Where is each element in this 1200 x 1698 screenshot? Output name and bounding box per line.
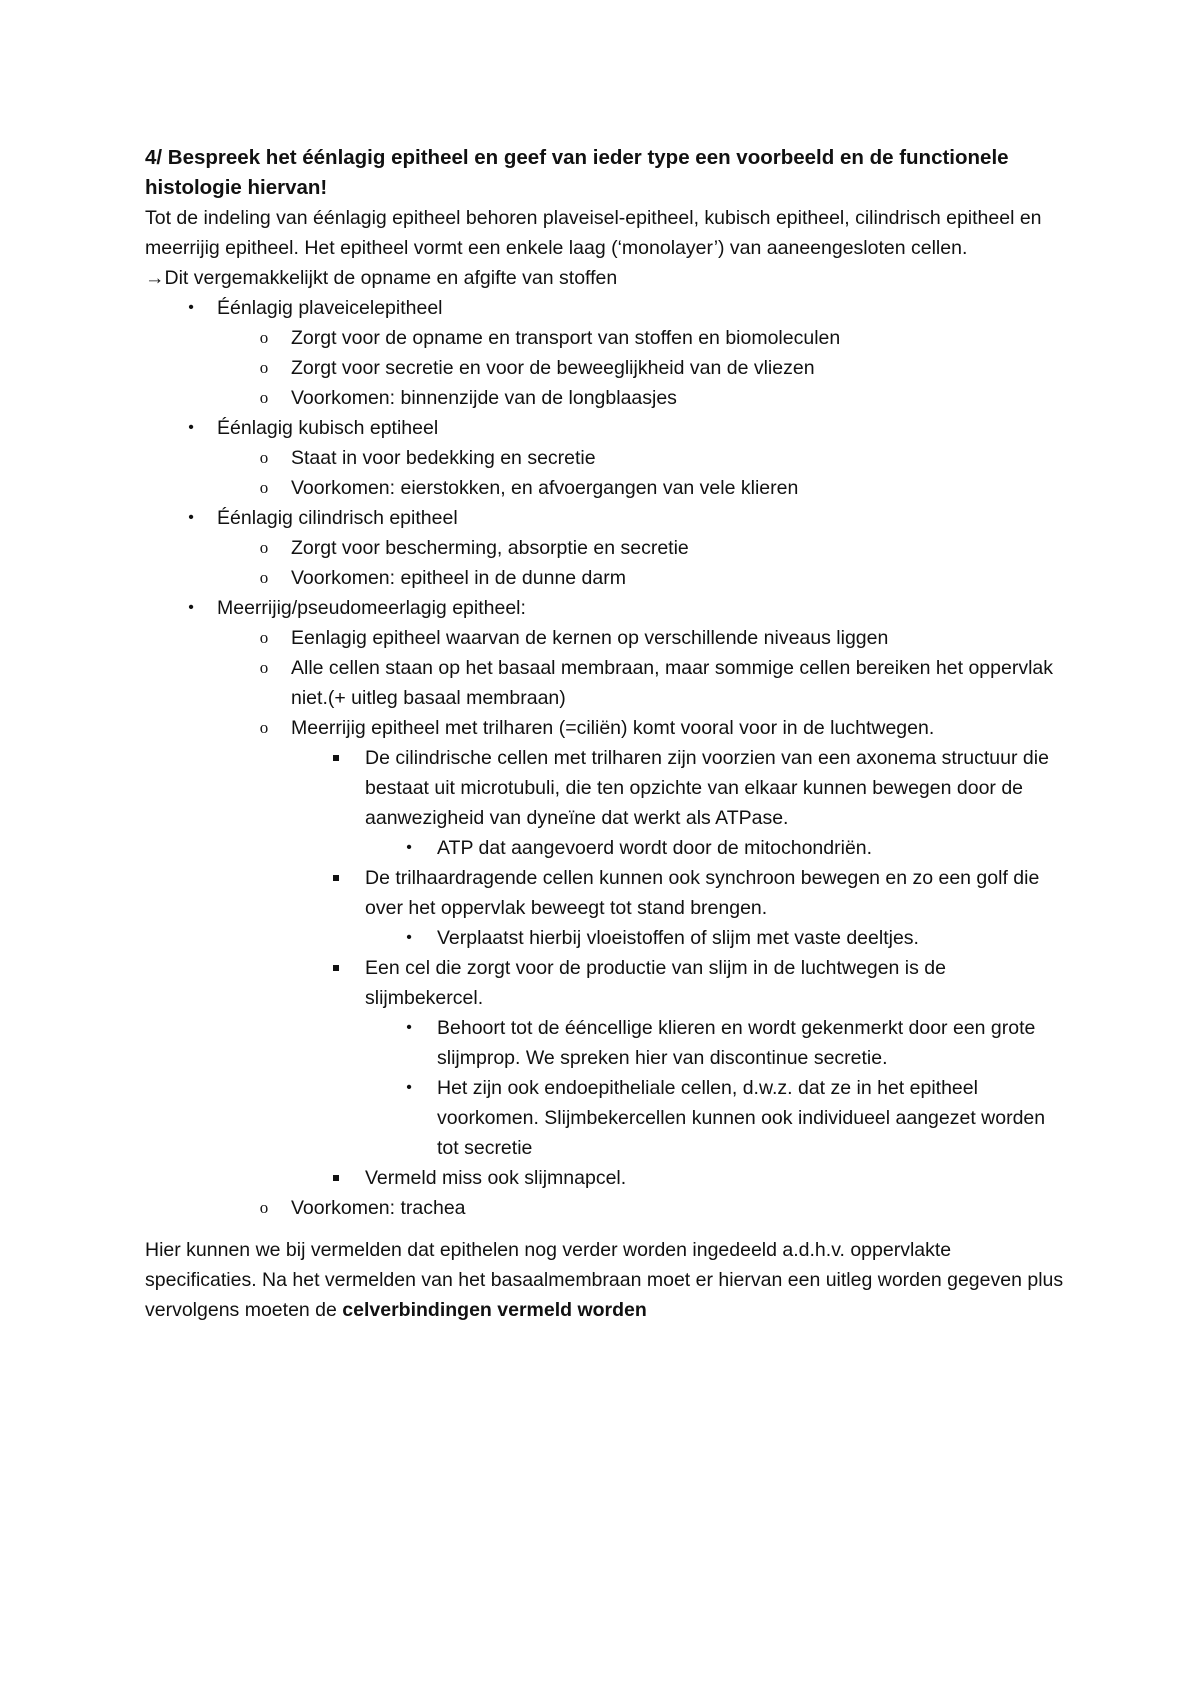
list-item-label: Vermeld miss ook slijmnapcel. — [365, 1167, 627, 1189]
list-item-label: De trilhaardragende cellen kunnen ook synchroon bewegen en zo een golf die over het oppervlak beweegt tot stand brengen. — [365, 867, 1040, 919]
bullet-dot-icon: • — [188, 599, 194, 616]
list-item — [145, 623, 1065, 653]
bullet-dot-icon: • — [406, 1079, 412, 1096]
list-item — [145, 743, 1065, 833]
bullet-o-icon: o — [259, 448, 269, 467]
list-item-label: Meerrijig/pseudomeerlagig epitheel: — [217, 597, 526, 619]
list-item — [145, 473, 1065, 503]
list-item-label: Voorkomen: eierstokken, en afvoergangen van vele klieren — [291, 477, 799, 499]
list-item — [145, 533, 1065, 563]
list-item-label: Éénlagig plaveicelepitheel — [217, 297, 443, 319]
list-item-label: ATP dat aangevoerd wordt door de mitochondriën. — [437, 837, 873, 859]
list-item — [145, 1073, 1065, 1163]
list-item-label: Voorkomen: trachea — [291, 1197, 466, 1219]
list-item — [145, 563, 1065, 593]
list-item — [145, 293, 1065, 323]
list-item-label: Éénlagig cilindrisch epitheel — [217, 507, 458, 529]
list-item — [145, 713, 1065, 743]
list-item-label: Eenlagig epitheel waarvan de kernen op verschillende niveaus liggen — [291, 627, 889, 649]
bullet-square-icon — [333, 875, 339, 881]
list-item — [145, 953, 1065, 1013]
bullet-dot-icon: • — [188, 419, 194, 436]
bullet-dot-icon: • — [406, 929, 412, 946]
list-item — [145, 1013, 1065, 1073]
list-item — [145, 413, 1065, 443]
list-item-label: Éénlagig kubisch eptiheel — [217, 417, 439, 439]
list-item-label: Een cel die zorgt voor de productie van slijm in de luchtwegen is de slijmbekercel. — [365, 957, 946, 1009]
list-item — [145, 653, 1065, 713]
list-item — [145, 323, 1065, 353]
question-heading: 4/ Bespreek het éénlagig epitheel en geef van ieder type een voorbeeld en de functionele histologie hiervan! — [145, 146, 1009, 199]
bullet-o-icon: o — [259, 358, 269, 377]
list-item-label: Zorgt voor de opname en transport van stoffen en biomoleculen — [291, 327, 841, 349]
bullet-o-icon: o — [259, 328, 269, 347]
list-item-label: Verplaatst hierbij vloeistoffen of slijm met vaste deeltjes. — [437, 927, 919, 949]
document-page — [145, 143, 1065, 1325]
list-item — [145, 833, 1065, 863]
list-item-label: Staat in voor bedekking en secretie — [291, 447, 596, 469]
closing-bold-text: celverbindingen vermeld worden — [342, 1299, 647, 1321]
bullet-square-icon — [333, 965, 339, 971]
bullet-o-icon: o — [259, 1198, 269, 1217]
bullet-square-icon — [333, 1175, 339, 1181]
list-item — [145, 863, 1065, 923]
bullet-o-icon: o — [259, 478, 269, 497]
bullet-o-icon: o — [259, 388, 269, 407]
list-item — [145, 593, 1065, 623]
bullet-o-icon: o — [259, 658, 269, 677]
arrow-text: Dit vergemakkelijkt de opname en afgifte van stoffen — [164, 267, 618, 289]
list-item — [145, 443, 1065, 473]
bullet-square-icon — [333, 755, 339, 761]
closing-text: Hier kunnen we bij vermelden dat epithelen nog verder worden ingedeeld a.d.h.v. oppervlakte specificaties. Na het vermelden van het basaalmembraan moet er hiervan een uitleg worden gegeven plus vervolgens moeten de — [145, 1239, 1064, 1321]
closing-paragraph — [145, 1235, 1065, 1325]
list-item-label: Zorgt voor bescherming, absorptie en secretie — [291, 537, 689, 559]
list-item-label: Voorkomen: epitheel in de dunne darm — [291, 567, 626, 589]
bullet-dot-icon: • — [406, 1019, 412, 1036]
bullet-o-icon: o — [259, 628, 269, 647]
list-item-label: Het zijn ook endoepitheliale cellen, d.w.z. dat ze in het epitheel voorkomen. Slijmbekercellen kunnen ook individueel aangezet worden tot secretie — [437, 1077, 1046, 1159]
bullet-dot-icon: • — [188, 509, 194, 526]
list-item-label: Voorkomen: binnenzijde van de longblaasjes — [291, 387, 677, 409]
bullet-dot-icon: • — [188, 299, 194, 316]
list-item-label: Alle cellen staan op het basaal membraan, maar sommige cellen bereiken het oppervlak niet.(+ uitleg basaal membraan) — [291, 657, 1054, 709]
bullet-o-icon: o — [259, 568, 269, 587]
list-item-label: Meerrijig epitheel met trilharen (=ciliën) komt vooral voor in de luchtwegen. — [291, 717, 935, 739]
list-item — [145, 353, 1065, 383]
bullet-o-icon: o — [259, 538, 269, 557]
list-item — [145, 1193, 1065, 1223]
list-item-label: Behoort tot de ééncellige klieren en wordt gekenmerkt door een grote slijmprop. We spreken hier van discontinue secretie. — [437, 1017, 1036, 1069]
list-item — [145, 923, 1065, 953]
list-item — [145, 383, 1065, 413]
arrow-line — [145, 263, 1065, 293]
list-item — [145, 1163, 1065, 1193]
bullet-o-icon: o — [259, 718, 269, 737]
list-item-label: Zorgt voor secretie en voor de beweeglijkheid van de vliezen — [291, 357, 815, 379]
arrow-icon: → — [145, 267, 165, 289]
bullet-dot-icon: • — [406, 839, 412, 856]
list-item — [145, 503, 1065, 533]
intro-paragraph: Tot de indeling van éénlagig epitheel behoren plaveisel-epitheel, kubisch epitheel, cilindrisch epitheel en meerrijig epitheel. Het epitheel vormt een enkele laag (‘monolayer’) van aaneengesloten cellen. — [145, 207, 1042, 259]
list-item-label: De cilindrische cellen met trilharen zijn voorzien van een axonema structuur die bestaat uit microtubuli, die ten opzichte van elkaar kunnen bewegen door de aanwezigheid van dyneïne dat werkt als ATPase. — [365, 747, 1049, 829]
